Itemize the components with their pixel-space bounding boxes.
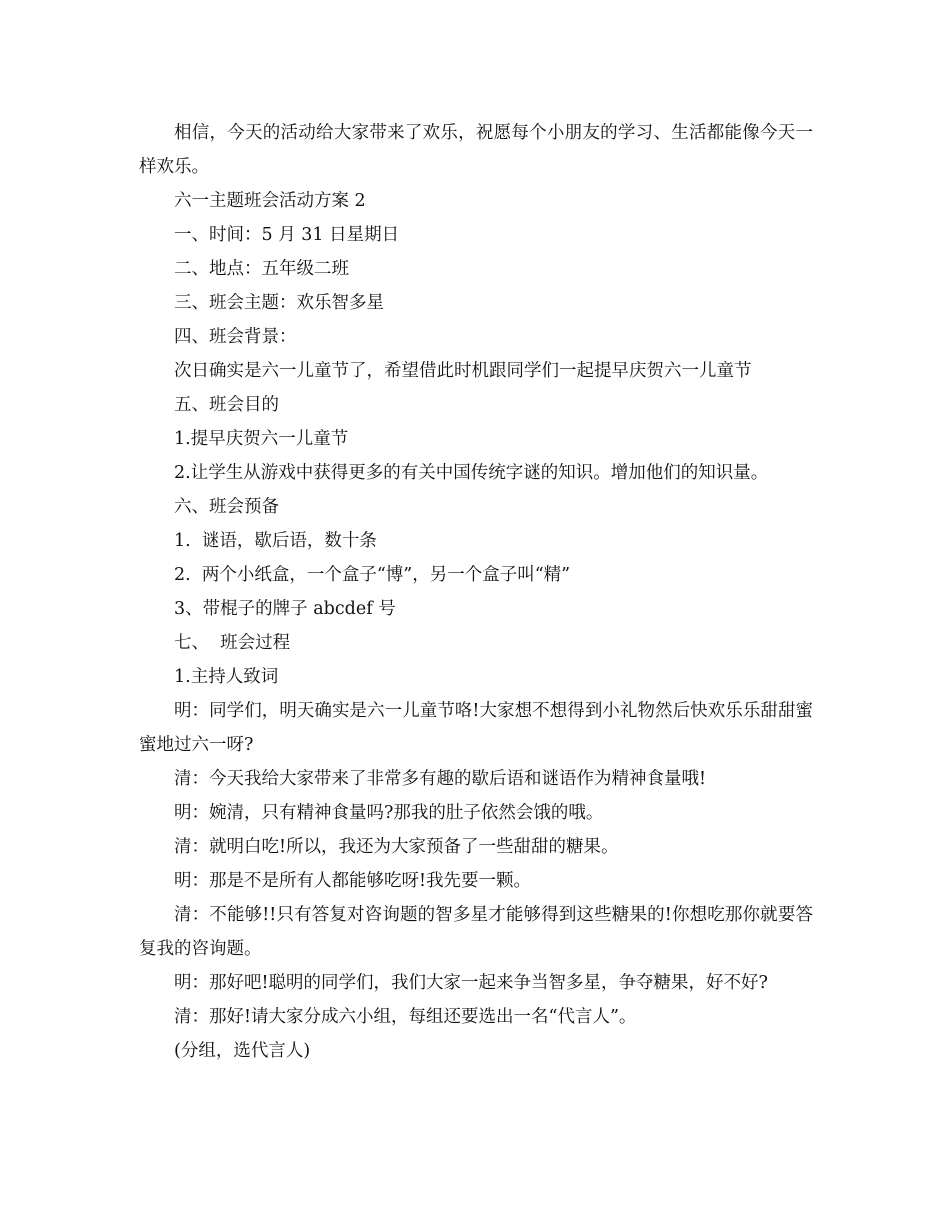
item-location: 二、地点：五年级二班 [174, 259, 349, 279]
item-background-heading: 四、班会背景： [174, 327, 297, 347]
dialogue-line: 清：就明白吃!所以，我还为大家预备了一些甜甜的糖果。 [174, 837, 619, 857]
preparation-1: 1. 谜语，歇后语，数十条 [174, 531, 377, 551]
dialogue-line: 明：那好吧!聪明的同学们，我们大家一起来争当智多星，争夺糖果，好不好? [174, 973, 768, 993]
closing-paragraph: 相信，今天的活动给大家带来了欢乐，祝愿每个小朋友的学习、生活都能像今天一样欢乐。 [139, 123, 813, 177]
item-background-text: 次日确实是六一儿童节了，希望借此时机跟同学们一起提早庆贺六一儿童节 [174, 361, 752, 381]
stage-direction: (分组，选代言人) [174, 1041, 311, 1061]
item-preparation-heading: 六、班会预备 [174, 497, 279, 517]
item-process-heading: 七、 班会过程 [174, 633, 291, 653]
preparation-2: 2. 两个小纸盒，一个盒子“博”，另一个盒子叫“精” [174, 565, 571, 585]
dialogue-line: 明：婉清，只有精神食量吗?那我的肚子依然会饿的哦。 [174, 803, 604, 823]
dialogue-line: 明：那是不是所有人都能够吃呀!我先要一颗。 [174, 871, 532, 891]
process-step-1: 1.主持人致词 [174, 667, 279, 687]
dialogue-line: 清：今天我给大家带来了非常多有趣的歇后语和谜语作为精神食量哦! [174, 769, 707, 789]
purpose-2: 2.让学生从游戏中获得更多的有关中国传统字谜的知识。增加他们的知识量。 [174, 463, 769, 483]
item-purpose-heading: 五、班会目的 [174, 395, 279, 415]
dialogue-line: 清：那好!请大家分成六小组，每组还要选出一名“代言人”。 [174, 1007, 637, 1027]
purpose-1: 1.提早庆贺六一儿童节 [174, 429, 349, 449]
document-body [139, 116, 813, 1068]
item-time: 一、时间：5 月 31 日星期日 [174, 225, 400, 245]
section-title: 六一主题班会活动方案 2 [174, 191, 366, 211]
dialogue-line: 明：同学们，明天确实是六一儿童节咯!大家想不想得到小礼物然后快欢乐乐甜甜蜜蜜地过六一呀? [139, 701, 813, 755]
item-theme: 三、班会主题：欢乐智多星 [174, 293, 384, 313]
preparation-3: 3、带棍子的牌子 abcdef 号 [174, 599, 396, 619]
dialogue-line: 清：不能够!!只有答复对咨询题的智多星才能够得到这些糖果的!你想吃那你就要答复我的咨询题。 [139, 905, 813, 959]
